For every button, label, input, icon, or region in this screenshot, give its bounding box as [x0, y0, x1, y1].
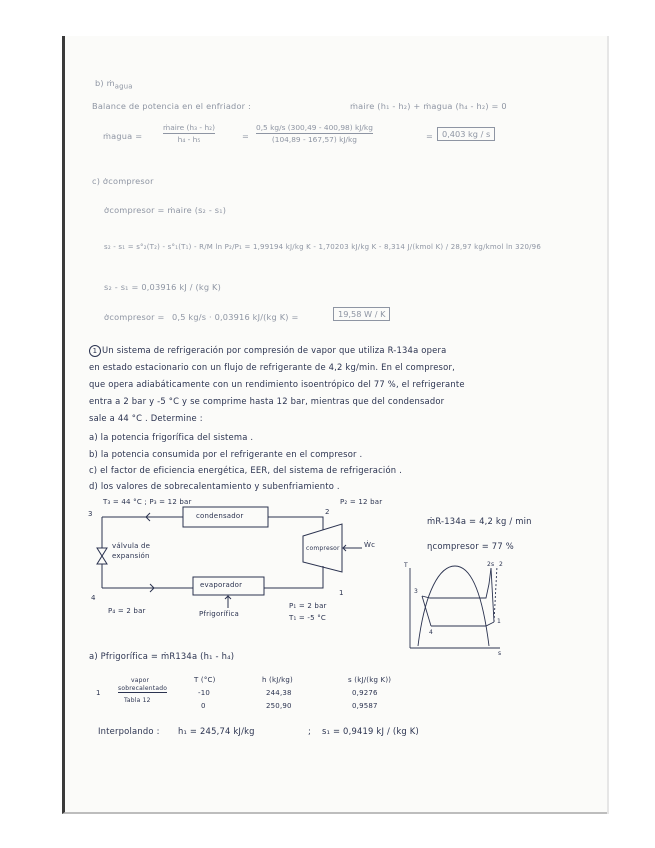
state-4-pressure: P₄ = 2 bar: [108, 607, 146, 615]
sigma-lhs: σ̇compresor =: [104, 312, 165, 322]
part-b-sub: agua: [114, 82, 133, 91]
table-header-s: s (kJ/(kg K)): [348, 676, 392, 684]
wc-label: Ẇc: [364, 541, 376, 549]
interpolation-label: Interpolando :: [98, 726, 160, 736]
entropy-difference-equation: s₂ - s₁ = s°₂(T₂) - s°₁(T₁) - R/M ln P₂/P₁ = 1,99194 kJ/kg K - 1,70203 kJ/kg K - 8,314 J/(kmol K) / 28,97 kg/kmol ln 320/96: [104, 243, 541, 251]
isentropic-compression-line: [494, 566, 497, 622]
low-pressure-line: [431, 622, 494, 626]
ts-state-1: 1: [497, 618, 502, 625]
separator: ;: [308, 726, 312, 736]
state-1-pressure: P₁ = 2 bar: [289, 602, 327, 610]
ts-t-label: T: [404, 562, 408, 569]
ts-state-4: 4: [429, 629, 434, 636]
compression-line: [491, 568, 494, 622]
row1-s: 0,9276: [352, 689, 378, 697]
row2-s: 0,9587: [352, 702, 378, 710]
s1-result: s₁ = 0,9419 kJ / (kg K): [322, 726, 419, 736]
mass-flow: ṁR-134a = 4,2 kg / min: [427, 516, 532, 526]
problem-line-5: sale a 44 °C . Determine :: [89, 413, 203, 423]
equals-1: =: [242, 131, 250, 141]
pfrig-label: Pfrigorífica: [199, 610, 240, 618]
high-pressure-line: [422, 568, 491, 598]
part-b-label: b) ṁ: [95, 78, 115, 88]
state-2-pressure: P₂ = 12 bar: [340, 498, 383, 506]
problem-number: 1: [89, 345, 101, 357]
balance-equation: ṁaire (h₁ - h₂) + ṁagua (h₄ - h₂) = 0: [350, 101, 507, 111]
ts-state-2: 2: [499, 561, 504, 568]
question-a: a) la potencia frigorífica del sistema .: [89, 432, 254, 442]
row2-h: 250,90: [266, 702, 292, 710]
row2-t: 0: [201, 702, 206, 710]
row1-t: -10: [198, 689, 211, 697]
ts-state-2s: 2s: [487, 561, 495, 568]
state-3-conditions: T₃ = 44 °C ; P₃ = 12 bar: [103, 498, 192, 506]
state-2-num: 2: [325, 508, 330, 516]
sigma-mid: 0,5 kg/s · 0,03916 kJ/(kg K) =: [172, 312, 299, 322]
question-b: b) la potencia consumida por el refrigerante en el compresor .: [89, 449, 363, 459]
m-agua-den2: (104,89 - 167,57) kJ/kg: [271, 135, 357, 144]
table-header-h: h (kJ/kg): [262, 676, 293, 684]
state-4-num: 4: [91, 594, 96, 602]
question-c: c) el factor de eficiencia energética, EER, del sistema de refrigeración .: [89, 465, 403, 475]
state-3-num: 3: [88, 510, 93, 518]
valve-label-1: válvula de: [112, 542, 151, 550]
balance-text: Balance de potencia en el enfriador :: [92, 101, 251, 111]
question-d: d) los valores de sobrecalentamiento y subenfriamiento .: [89, 481, 340, 491]
expansion-line: [422, 596, 431, 626]
part-c-heading: c) σ̇compresor: [92, 176, 154, 186]
problem-line-1: Un sistema de refrigeración por compresión de vapor que utiliza R-134a opera: [102, 345, 447, 355]
entropy-difference-result: s₂ - s₁ = 0,03916 kJ / (kg K): [104, 282, 221, 292]
compressor-efficiency: ηcompresor = 77 %: [427, 541, 514, 551]
m-agua-num2: 0,5 kg/s (300,49 - 400,98) kJ/kg: [256, 123, 373, 132]
valve-label-2: expansión: [112, 552, 150, 560]
state-1-temperature: T₁ = -5 °C: [289, 614, 326, 622]
condenser-label: condensador: [196, 512, 244, 520]
sigma-equation: σ̇compresor = ṁaire (s₂ - s₁): [104, 205, 227, 215]
problem-line-4: entra a 2 bar y -5 °C y se comprime hasta 12 bar, mientras que del condensador: [89, 396, 445, 406]
equals-2: =: [426, 131, 434, 141]
problem-line-3: que opera adiabáticamente con un rendimiento isoentrópico del 77 %, el refrigerante: [89, 379, 465, 389]
table-header-t: T (°C): [194, 676, 216, 684]
superheated-label: sobrecalentado: [118, 685, 168, 692]
state-one-label: 1: [96, 689, 101, 697]
compressor-label: compresor: [306, 545, 340, 552]
vapor-label: vapor: [131, 677, 150, 684]
ts-state-3: 3: [414, 588, 419, 595]
ts-s-label: s: [498, 650, 502, 657]
h1-result: h₁ = 245,74 kJ/kg: [178, 726, 255, 736]
m-agua-result: 0,403 kg / s: [437, 127, 495, 141]
m-agua-den: h₄ - h₅: [177, 135, 201, 144]
row1-h: 244,38: [266, 689, 292, 697]
problem-line-2: en estado estacionario con un flujo de refrigerante de 4,2 kg/min. En el compresor,: [89, 362, 455, 372]
state-1-num: 1: [339, 589, 344, 597]
m-agua-lhs: ṁagua =: [103, 131, 143, 141]
evaporator-label: evaporador: [200, 581, 243, 589]
m-agua-num: ṁaire (h₃ - h₂): [163, 123, 215, 132]
table-12-label: Tabla 12: [124, 697, 151, 704]
sigma-result: 19,58 W / K: [333, 307, 390, 321]
solution-a-equation: a) Pfrigorífica = ṁR134a (h₁ - h₄): [89, 651, 235, 661]
